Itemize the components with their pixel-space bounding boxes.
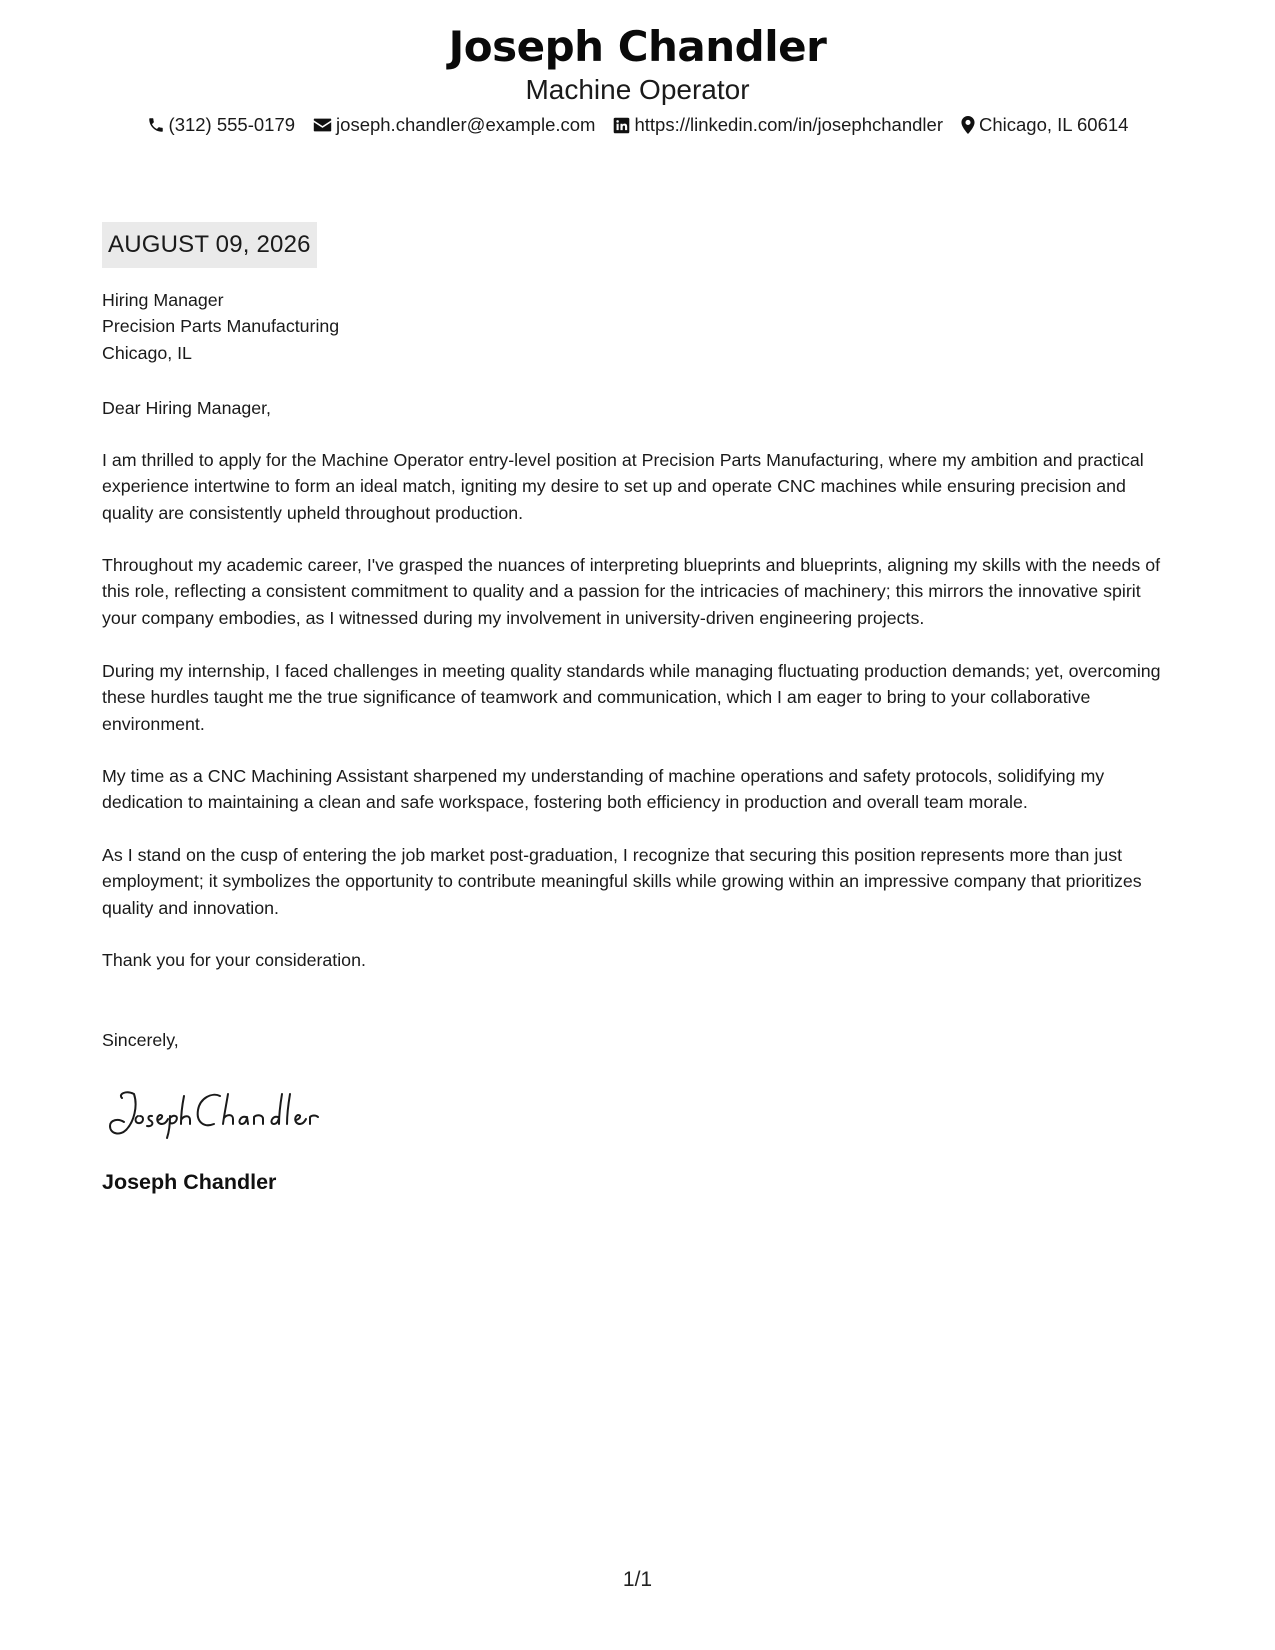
map-pin-icon <box>961 116 975 134</box>
letter-header <box>0 22 1275 106</box>
location-text: Chicago, IL 60614 <box>978 114 1129 135</box>
closing-line: Sincerely, <box>102 1030 179 1050</box>
recipient-title: Hiring Manager <box>102 290 224 310</box>
phone-icon <box>147 116 165 134</box>
phone-text: (312) 555-0179 <box>168 114 296 135</box>
email-link[interactable]: joseph.chandler@example.com <box>336 114 596 135</box>
body-paragraph: My time as a CNC Machining Assistant sharpened my understanding of machine operations and safety protocols, solidifying my dedication to maintaining a clean and safe workspace, fostering both efficiency in production and overall team morale. <box>102 766 1105 813</box>
linkedin-icon <box>613 117 630 134</box>
applicant-name: Joseph Chandler <box>448 22 827 71</box>
recipient-block <box>102 287 1177 366</box>
recipient-company: Precision Parts Manufacturing <box>102 316 340 337</box>
contact-location <box>961 113 1128 137</box>
body-paragraph: During my internship, I faced challenges in meeting quality standards while managing fluctuating production demands; yet, overcoming these hurdles taught me the true significance of teamwork and communication, which I am eager to bring to your collaborative environment. <box>102 661 1161 734</box>
contact-linkedin[interactable] <box>613 113 943 137</box>
salutation: Dear Hiring Manager, <box>102 398 271 418</box>
envelope-icon <box>313 117 332 133</box>
applicant-role: Machine Operator <box>525 74 750 105</box>
letter-date: AUGUST 09, 2026 <box>102 222 317 268</box>
signer-name: Joseph Chandler <box>102 1170 277 1194</box>
recipient-city: Chicago, IL <box>102 342 192 363</box>
thanks-line: Thank you for your consideration. <box>102 950 366 970</box>
contact-email[interactable] <box>313 113 595 137</box>
contact-bar <box>0 113 1275 137</box>
body-paragraph: Throughout my academic career, I've grasped the nuances of interpreting blueprints and blueprints, aligning my skills with the needs of this role, reflecting a consistent commitment to quality and a passion for the intricacies of machinery; this mirrors the innovative spirit your company embodies, as I witnessed during my involvement in university-driven engineering projects. <box>102 555 1161 628</box>
linkedin-link[interactable]: https://linkedin.com/in/josephchandler <box>634 114 943 135</box>
body-paragraph: I am thrilled to apply for the Machine Operator entry-level position at Precision Parts Manufacturing, where my ambition and practical experience intertwine to form an ideal match, igniting my desire to set up and operate CNC machines while ensuring precision and quality are consistently upheld throughout production. <box>102 450 1144 523</box>
handwritten-signature <box>104 1082 364 1142</box>
contact-phone <box>147 113 296 137</box>
body-paragraph: As I stand on the cusp of entering the job market post-graduation, I recognize that securing this position represents more than just employment; it symbolizes the opportunity to contribute meaningful skills while growing within an impressive company that prioritizes quality and innovation. <box>102 845 1142 918</box>
page-number: 1/1 <box>622 1568 653 1591</box>
